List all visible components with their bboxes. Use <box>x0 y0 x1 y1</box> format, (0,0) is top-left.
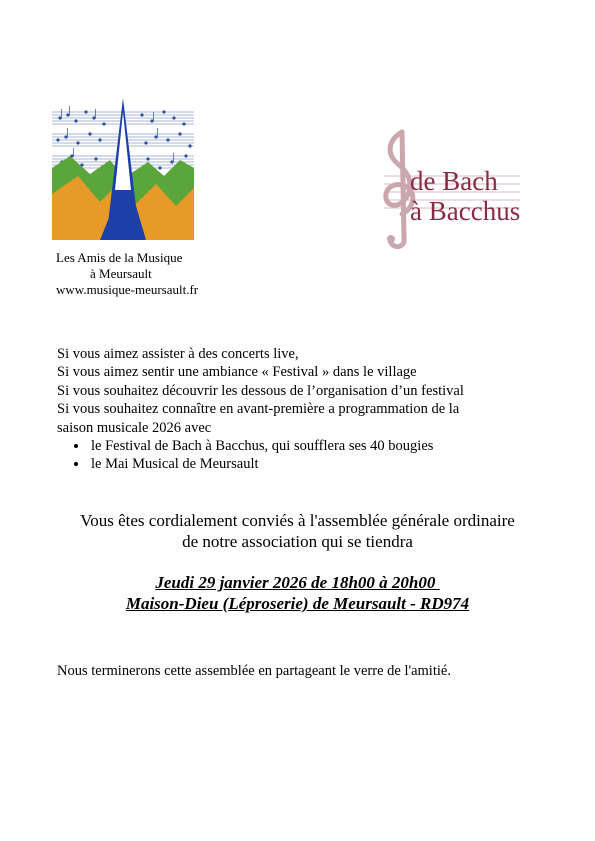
logo-right-line1: de Bach <box>410 166 498 196</box>
treble-clef-icon <box>386 132 413 247</box>
list-item: • le Mai Musical de Meursault <box>89 455 557 473</box>
invitation-section <box>0 510 595 552</box>
closing-text: Nous terminerons cette assemblée en partageant le verre de l'amitié. <box>57 663 451 679</box>
de-bach-a-bacchus-logo <box>380 128 525 250</box>
association-info <box>56 250 198 298</box>
event-date: Jeudi 29 janvier 2026 de 18h00 à 20h00 <box>155 573 440 592</box>
intro-section <box>57 345 557 474</box>
invitation-line: de notre association qui se tiendra <box>182 532 413 551</box>
event-details <box>0 572 595 614</box>
website-link[interactable]: www.musique-meursault.fr <box>56 282 199 297</box>
intro-line: Si vous aimez sentir une ambiance « Festival » dans le village <box>57 364 417 381</box>
program-list <box>57 437 557 474</box>
association-location: à Meursault <box>90 266 152 281</box>
list-item: • le Festival de Bach à Bacchus, qui soufflera ses 40 bougies <box>89 437 557 455</box>
invitation-line: Vous êtes cordialement conviés à l'assemblée générale ordinaire <box>80 511 515 530</box>
amis-musique-logo <box>52 98 194 240</box>
event-place: Maison-Dieu (Léproserie) de Meursault - RD974 <box>125 594 470 613</box>
intro-line: Si vous souhaitez connaître en avant-première a programmation de la <box>57 401 460 418</box>
intro-line: Si vous aimez assister à des concerts live, <box>57 346 299 362</box>
association-name: Les Amis de la Musique <box>56 250 183 265</box>
intro-line: saison musicale 2026 avec <box>57 419 212 436</box>
intro-line: Si vous souhaitez découvrir les dessous de l’organisation d’un festival <box>57 382 464 399</box>
logo-right-line2: à Bacchus <box>410 196 521 226</box>
